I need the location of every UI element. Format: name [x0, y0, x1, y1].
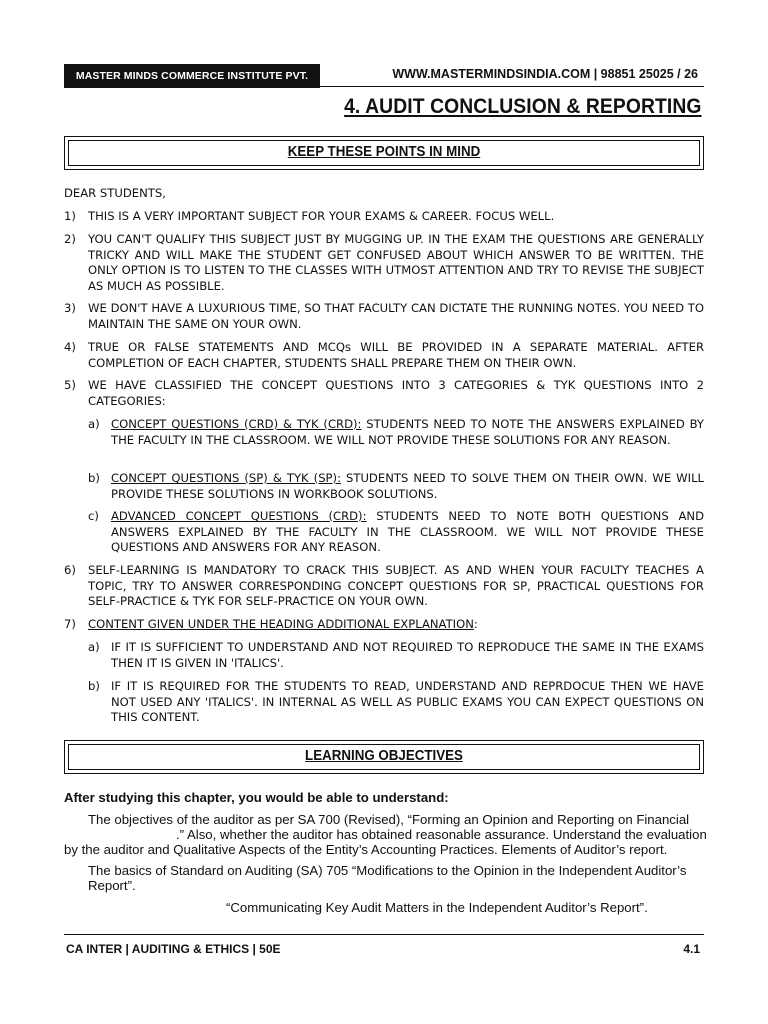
sub-list-item: b) CONCEPT QUESTIONS (SP) & TYK (SP): STUDENTS NEED TO SOLVE THEM ON THEIR OWN. WE WILL PROVIDE THESE SOLUTIONS IN WORKBOOK SOLUTIONS. [88, 471, 704, 501]
objective-line: Report”. [88, 878, 136, 893]
sub-list-item: b) IF IT IS REQUIRED FOR THE STUDENTS TO READ, UNDERSTAND AND REPRDOCUE THEN WE HAVE NOT USED ANY 'ITALICS'. IN INTERNAL AS WELL AS PUBLIC EXAMS YOU CAN EXPECT QUESTIONS ON THIS CONTENT. [88, 679, 704, 724]
footer-course: CA INTER | AUDITING & ETHICS | 50E [66, 942, 281, 956]
website-contact: WWW.MASTERMINDSINDIA.COM | 98851 25025 / 26 [392, 67, 698, 81]
learning-objectives-intro: After studying this chapter, you would be able to understand: [64, 790, 449, 805]
objective-line: The objectives of the auditor as per SA 700 (Revised), “Forming an Opinion and Reporting on Financial [88, 812, 690, 827]
sub-list-item: a) IF IT IS SUFFICIENT TO UNDERSTAND AND NOT REQUIRED TO REPRODUCE THE SAME IN THE EXAMS THEN IT IS GIVEN IN 'ITALICS'. [88, 640, 704, 670]
list-item: 5) WE HAVE CLASSIFIED THE CONCEPT QUESTIONS INTO 3 CATEGORIES & TYK QUESTIONS INTO 2 CATEGORIES: [64, 378, 704, 408]
keep-points-heading-box [64, 136, 704, 170]
sub-list-item: c) ADVANCED CONCEPT QUESTIONS (CRD): STUDENTS NEED TO NOTE BOTH QUESTIONS AND ANSWERS EXPLAINED BY THE FACULTY IN THE CLASSROOM. WE WILL NOT PROVIDE THESE QUESTIONS AND ANSWERS FOR ANY REASON. [88, 509, 704, 554]
list-item: 2) YOU CAN'T QUALIFY THIS SUBJECT JUST BY MUGGING UP. IN THE EXAM THE QUESTIONS ARE GENERALLY TRICKY AND WILL MAKE THE STUDENT GET CONFUSED ABOUT WHICH ANSWER TO BE WRITTEN. THE ONLY OPTION IS TO LISTEN TO THE CLASSES WITH UTMOST ATTENTION AND TRY TO REVISE THE SUBJECT AS MUCH AS POSSIBLE. [64, 232, 704, 293]
keep-points-heading: KEEP THESE POINTS IN MIND [287, 144, 481, 160]
objective-line: .” Also, whether the auditor has obtained reasonable assurance. Understand the evaluation [176, 827, 707, 842]
list-item: 1) THIS IS A VERY IMPORTANT SUBJECT FOR YOUR EXAMS & CAREER. FOCUS WELL. [64, 209, 555, 223]
institute-brand-banner: MASTER MINDS COMMERCE INSTITUTE PVT. LTD. [64, 64, 320, 88]
objective-line: The basics of Standard on Auditing (SA) 705 “Modifications to the Opinion in the Independent Auditor’s [88, 863, 687, 878]
objective-line: by the auditor and Qualitative Aspects of the Entity’s Accounting Practices. Elements of Auditor’s report. [64, 842, 668, 857]
list-item: 7) CONTENT GIVEN UNDER THE HEADING ADDITIONAL EXPLANATION: [64, 617, 478, 631]
objective-line: “Communicating Key Audit Matters in the Independent Auditor’s Report”. [226, 900, 648, 915]
greeting: DEAR STUDENTS, [64, 186, 166, 200]
sub-list-item: a) CONCEPT QUESTIONS (CRD) & TYK (CRD): STUDENTS NEED TO NOTE THE ANSWERS EXPLAINED BY THE FACULTY IN THE CLASSROOM. WE WILL NOT PROVIDE THESE SOLUTIONS FOR ANY REASON. [88, 417, 704, 447]
page-header [64, 64, 704, 106]
learning-objectives-heading-box [64, 740, 704, 774]
list-item: 6) SELF-LEARNING IS MANDATORY TO CRACK THIS SUBJECT. AS AND WHEN YOUR FACULTY TEACHES A TOPIC, TRY TO ANSWER CORRESPONDING CONCEPT QUESTIONS FOR SP, PRACTICAL QUESTIONS FOR SELF-PRACTICE & TYK FOR SELF-PRACTICE ON YOUR OWN. [64, 563, 704, 608]
header-divider [320, 86, 704, 87]
footer-divider [64, 934, 704, 935]
learning-objectives-heading: LEARNING OBJECTIVES [305, 748, 463, 764]
list-item: 3) WE DON'T HAVE A LUXURIOUS TIME, SO THAT FACULTY CAN DICTATE THE RUNNING NOTES. YOU NEED TO MAINTAIN THE SAME ON YOUR OWN. [64, 301, 704, 331]
list-item: 4) TRUE OR FALSE STATEMENTS AND MCQs WILL BE PROVIDED IN A SEPARATE MATERIAL. AFTER COMPLETION OF EACH CHAPTER, STUDENTS SHALL PREPARE THEM ON THEIR OWN. [64, 340, 704, 370]
chapter-title: 4. AUDIT CONCLUSION & REPORTING [344, 95, 702, 118]
page-number: 4.1 [683, 942, 700, 956]
